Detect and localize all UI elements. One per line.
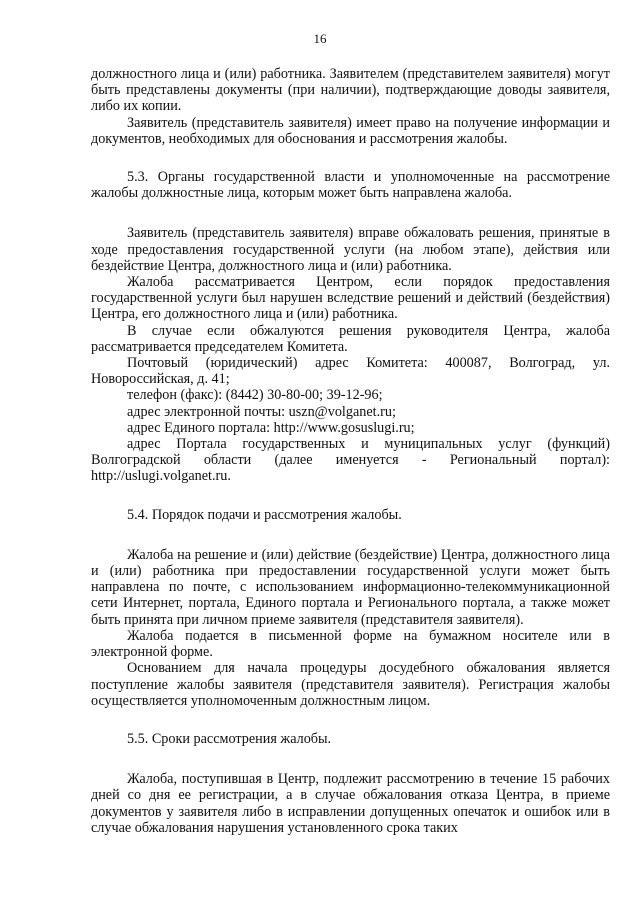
paragraph-phone: телефон (факс): (8442) 30-80-00; 39-12-96; — [127, 387, 383, 404]
paragraph-right-to-information: Заявитель (представитель заявителя) имеет право на получение информации и документов, необходимых для обоснования и рассмотрения жалобы. — [91, 114, 610, 147]
paragraph-regional-portal: адрес Портала государственных и муниципальных услуг (функций) Волгоградской области (далее именуется - Региональный портал): http://uslugi.volganet.ru. — [91, 436, 610, 485]
paragraph-appeal-right: Заявитель (представитель заявителя) вправе обжаловать решения, принятые в ходе предоставления государственной услуги (на любом этапе), действия или бездействие Центра, должностного лица и (или) работника. — [91, 225, 610, 274]
paragraph-postal-address: Почтовый (юридический) адрес Комитета: 400087, Волгоград, ул. Новороссийская, д. 41; — [91, 355, 610, 388]
paragraph-procedure-basis: Основанием для начала процедуры досудебного обжалования является поступление жалобы заявителя (представителя заявителя). Регистрация жалобы осуществляется уполномоченным должностным лицом. — [91, 660, 610, 709]
paragraph-email: адрес электронной почты: uszn@volganet.ru; — [127, 403, 396, 420]
paragraph-complaint-review: Жалоба рассматривается Центром, если порядок предоставления государственной услуги был нарушен вследствие решений и действий (бездействия) Центра, его должностного лица и (или) работника. — [91, 274, 610, 323]
paragraph-submission-channels: Жалоба на решение и (или) действие (бездействие) Центра, должностного лица и (или) работника при предоставлении государственной услуги может быть направлена по почте, с использованием информационно-телекоммуникационной сети Интернет, портала, Единого портала и Регионального портала, а также может быть принята при личном приеме заявителя (представителя заявителя). — [91, 546, 610, 628]
paragraph-head-decisions: В случае если обжалуются решения руководителя Центра, жалоба рассматривается председателем Комитета. — [91, 322, 610, 355]
paragraph-written-form: Жалоба подается в письменной форме на бумажном носителе или в электронной форме. — [91, 627, 610, 661]
paragraph-unified-portal: адрес Единого портала: http://www.gosuslugi.ru; — [127, 419, 415, 436]
paragraph-continuation: должностного лица и (или) работника. Заявителем (представителем заявителя) могут быть представлены документы (при наличии), подтверждающие доводы заявителя, либо их копии. — [91, 66, 610, 115]
section-heading-5-5: 5.5. Сроки рассмотрения жалобы. — [127, 730, 332, 747]
document-body — [91, 66, 610, 836]
section-heading-5-3: 5.3. Органы государственной власти и уполномоченные на рассмотрение жалобы должностные лица, которым может быть направлена жалоба. — [91, 169, 610, 202]
section-heading-5-4: 5.4. Порядок подачи и рассмотрения жалобы. — [127, 506, 402, 523]
page-number: 16 — [313, 31, 327, 46]
paragraph-review-terms: Жалоба, поступившая в Центр, подлежит рассмотрению в течение 15 рабочих дней со дня ее регистрации, а в случае обжалования отказа Центра, в приеме документов у заявителя либо в исправлении допущенных опечаток и ошибок или в случае обжалования нарушения установленного срока таких — [91, 771, 610, 836]
